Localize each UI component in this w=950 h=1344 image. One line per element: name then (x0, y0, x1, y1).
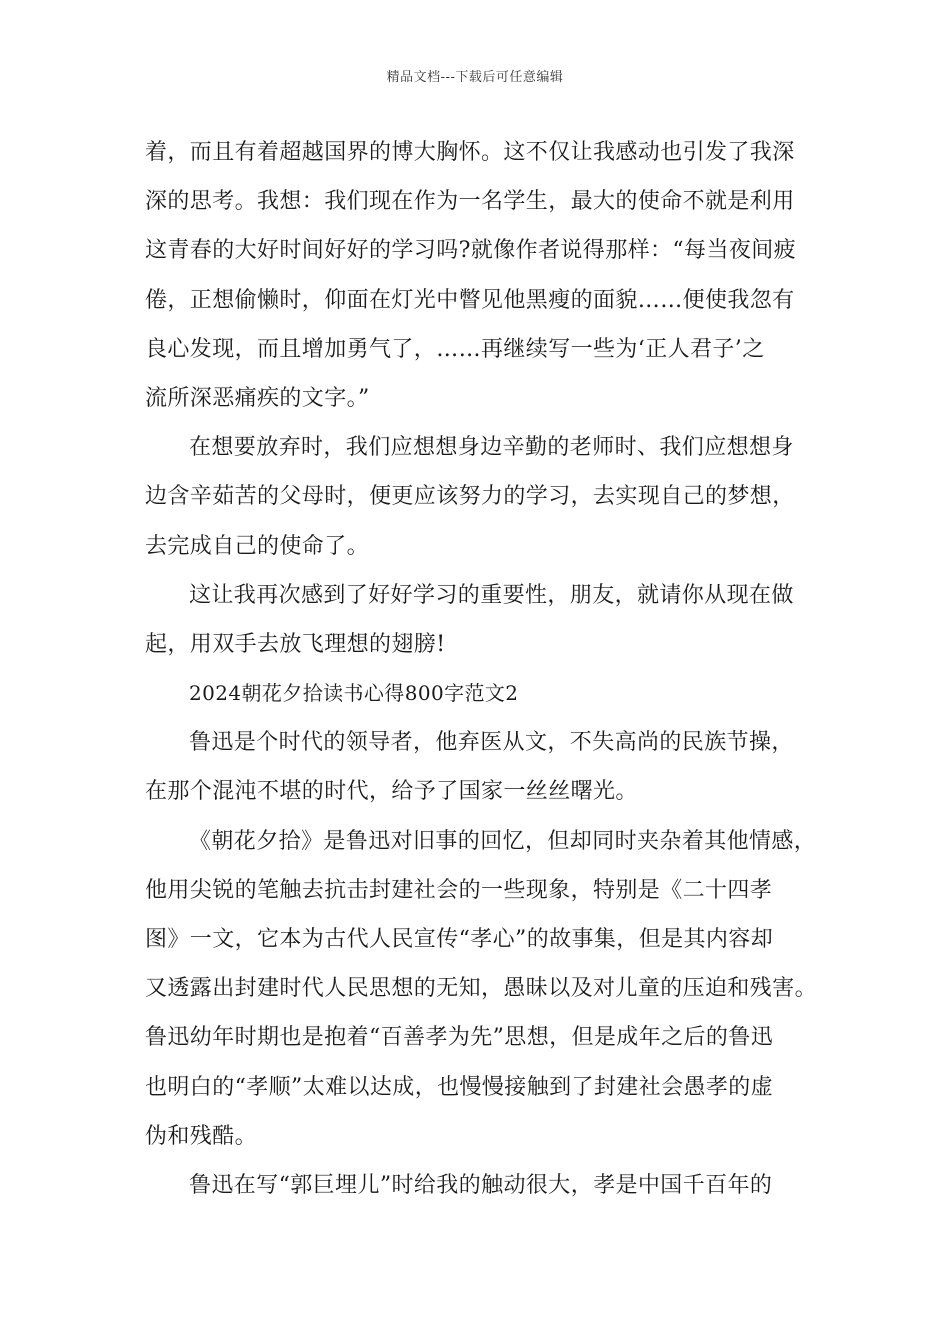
page-header: 精品文档---下载后可任意编辑 (386, 70, 564, 85)
text-line: 鲁迅幼年时期也是抱着“百善孝为先”思想，但是成年之后的鲁迅 (145, 1025, 774, 1051)
heading-line: 2024朝花夕拾读书心得800字范文2 (189, 681, 519, 706)
text-line: 又透露出封建时代人民思想的无知，愚昧以及对儿童的压迫和残害。 (145, 976, 818, 1002)
text-line: 这让我再次感到了好好学习的重要性，朋友，就请你从现在做 (189, 582, 794, 608)
section-heading (145, 669, 813, 718)
text-line: 边含辛茹苦的父母时，便更应该努力的学习，去实现自己的梦想， (145, 484, 795, 510)
text-line: 他用尖锐的笔触去抗击封建社会的一些现象，特别是《二十四孝 (145, 877, 773, 903)
paragraph (145, 128, 813, 423)
text-line: 鲁迅是个时代的领导者，他弃医从文，不失高尚的民族节操， (189, 730, 794, 756)
text-line: 深的思考。我想：我们现在作为一名学生，最大的使命不就是利用 (145, 189, 795, 215)
text-line: 鲁迅在写“郭巨埋儿”时给我的触动很大，孝是中国千百年的 (189, 1172, 773, 1198)
text-line: 良心发现，而且增加勇气了，……再继续写一些为‘正人君子’之 (145, 336, 765, 362)
document-body (145, 128, 818, 1210)
text-line: 在那个混沌不堪的时代，给予了国家一丝丝曙光。 (145, 779, 638, 805)
text-line: 着，而且有着超越国界的博大胸怀。这不仅让我感动也引发了我深 (145, 140, 795, 165)
text-line: 也明白的“孝顺”太难以达成，也慢慢接触到了封建社会愚孝的虚 (145, 1074, 774, 1100)
text-line: 倦，正想偷懒时，仰面在灯光中瞥见他黑瘦的面貌……便使我忽有 (145, 287, 795, 313)
text-line: 伪和残酷。 (145, 1123, 258, 1149)
text-line: 去完成自己的使命了。 (145, 533, 370, 559)
text-line: 这青春的大好时间好好的学习吗?就像作者说得那样：“每当夜间疲 (145, 238, 797, 264)
paragraph (145, 817, 818, 1161)
paragraph (145, 423, 813, 571)
paragraph (145, 718, 813, 816)
paragraph (145, 571, 813, 669)
paragraph (145, 1161, 813, 1210)
text-line: 起，用双手去放飞理想的翅膀! (145, 631, 446, 657)
text-line: 《朝花夕拾》是鲁迅对旧事的回忆，但却同时夹杂着其他情感， (189, 828, 817, 854)
text-line: 图》一文，它本为古代人民宣传“孝心”的故事集，但是其内容却 (145, 927, 774, 952)
text-line: 流所深恶痛疾的文字。” (145, 385, 370, 411)
text-line: 在想要放弃时，我们应想想身边辛勤的老师时、我们应想想身 (189, 435, 794, 461)
